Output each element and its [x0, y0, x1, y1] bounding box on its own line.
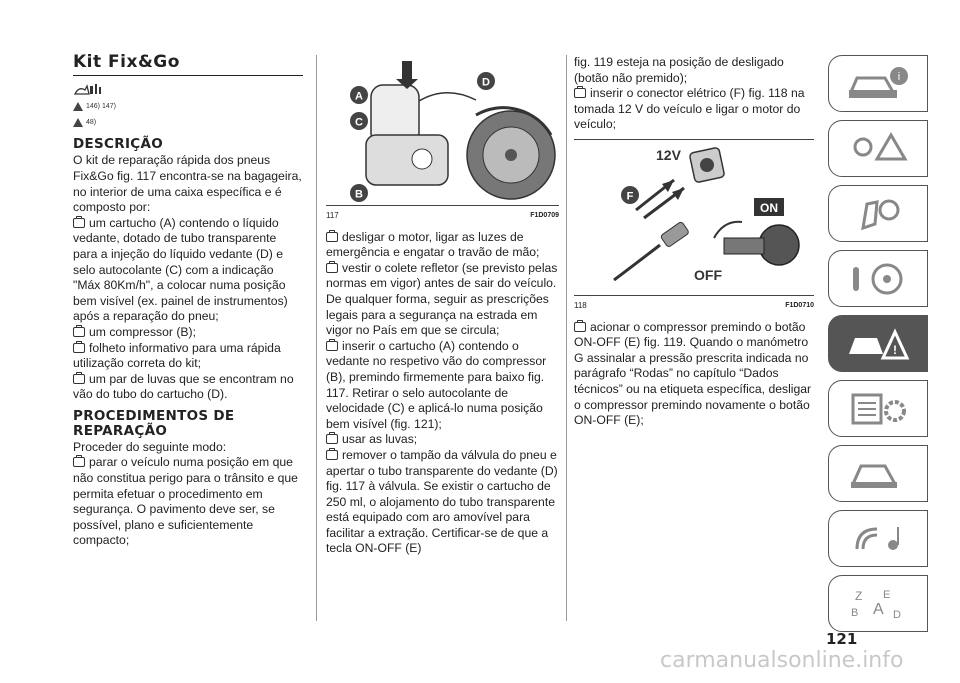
list-item: inserir o cartucho (A) contendo o vedante no respetivo vão do compressor (B), premindo firmemente para baixo fig. 117. Retirar o selo autocolante de velocidade (C) e aplicá-lo numa posição bem visível (fig. 121);: [326, 338, 547, 431]
list-item: um compressor (B);: [73, 325, 303, 341]
figure-118: [574, 139, 814, 296]
tab-safety[interactable]: [828, 185, 928, 242]
bullet-icon: [73, 218, 85, 228]
tab-vehicle-info[interactable]: [828, 55, 928, 112]
intro-text: O kit de reparação rápida dos pneus Fix&Go fig. 117 encontra-se na bagageira, no interior de uma caixa específica e é composto por:: [73, 153, 302, 215]
heading-procedimentos: PROCEDIMENTOS DE REPARAÇÃO: [73, 407, 235, 439]
airbag-seat-icon: [843, 194, 913, 234]
label-a: A: [355, 90, 363, 103]
car-wrench-icon: [843, 454, 913, 494]
figure-caption: 118 F1D0710: [574, 300, 814, 310]
page-number: 121: [826, 630, 858, 648]
list-item: remover o tampão da válvula do pneu e apertar o tubo transparente do vedante (D) fig. 117 à válvula. Se existir o cartucho de 250 ml, o alojamento do tubo transparente está equipado com aro amovível para facilitar a extração. Certificar-se de que a tecla ON-OFF (E): [326, 447, 558, 556]
label-f: F: [626, 190, 634, 203]
list-item: um cartucho (A) contendo o líquido vedante, dotado de tubo transparente para a injeção do líquido vedante (D) e selo autocolante (C) com a indicação "Máx 80Km/h", a colocar numa posição bem visível (ex. painel de instrumentos) após a reparação do pneu;: [73, 215, 288, 324]
watermark: carmanualsonline.info: [660, 648, 904, 673]
tab-multimedia[interactable]: [828, 510, 928, 567]
emergency-car-icon: [843, 324, 913, 364]
list-item: folheto informativo para uma rápida utilização correta do kit;: [73, 340, 281, 371]
bullet-icon: [574, 88, 586, 98]
tab-technical-data[interactable]: [828, 445, 928, 502]
hand-warning-icon: [73, 118, 83, 127]
warning-ref-1: 146) 147): [73, 99, 303, 115]
continued-text: fig. 119 esteja na posição de desligado (botão não premido);: [574, 55, 784, 85]
bullet-icon: [73, 327, 85, 337]
list-item: inserir o conector elétrico (F) fig. 118 na tomada 12 V do veículo e ligar o motor do veículo;: [574, 86, 805, 132]
tab-dashboard-lights[interactable]: [828, 120, 928, 177]
fixgo-kit-illustration: [326, 55, 559, 205]
svg-text:E: E: [883, 588, 891, 601]
list-item: desligar o motor, ligar as luzes de emergência e engatar o travão de mão;: [326, 229, 540, 260]
label-on: ON: [760, 200, 778, 215]
tab-driving[interactable]: [828, 250, 928, 307]
tab-maintenance[interactable]: [828, 380, 928, 437]
maintenance-gear-icon: [843, 389, 913, 429]
bullet-icon: [326, 450, 338, 460]
chapter-sidebar: [828, 55, 928, 640]
svg-text:Z: Z: [855, 588, 863, 603]
bullet-icon: [73, 343, 85, 353]
bullet-icon: [73, 374, 85, 384]
bullet-icon: [326, 232, 338, 242]
svg-text:B: B: [851, 606, 859, 619]
bullet-icon: [73, 457, 85, 467]
label-12v: 12V: [656, 146, 681, 163]
label-c: C: [355, 116, 363, 129]
label-d: D: [482, 76, 490, 89]
svg-text:!: !: [893, 342, 897, 357]
fixgo-icon: [73, 82, 303, 98]
section-title: Kit Fix&Go: [73, 52, 180, 72]
column-separator: [566, 55, 567, 621]
dashboard-lights-icon: [843, 129, 913, 169]
bullet-icon: [326, 341, 338, 351]
list-item: usar as luvas;: [326, 432, 559, 448]
label-b: B: [355, 188, 363, 201]
steering-wheel-icon: [843, 259, 913, 299]
heading-descricao: DESCRIÇÃO: [73, 135, 164, 152]
procedure-intro: Proceder do seguinte modo:: [73, 439, 227, 454]
bullet-icon: [326, 434, 338, 444]
list-item: vestir o colete refletor (se previsto pelas normas em vigor) antes de sair do veículo. De qualquer forma, seguir as prescrições legais para a segurança na estrada em vigor no País em que se circula;: [326, 260, 558, 338]
multimedia-music-icon: [843, 519, 913, 559]
bullet-icon: [574, 322, 586, 332]
svg-text:i: i: [897, 70, 901, 83]
connector-illustration: [574, 140, 814, 295]
list-item: acionar o compressor premindo o botão ON-OFF (E) fig. 119. Quando o manómetro G assinalar a pressão prescrita indicada no parágrafo “Rodas” no capítulo “Dados técnicos” ou na etiqueta específica, desligar o compressor premindo novamente o botão ON-OFF (E);: [574, 319, 812, 428]
svg-text:A: A: [873, 600, 884, 618]
column-1: [73, 52, 303, 549]
tab-emergency[interactable]: [828, 315, 928, 372]
bullet-icon: [326, 263, 338, 273]
label-off: OFF: [694, 266, 722, 283]
car-info-icon: [843, 64, 913, 104]
figure-caption: 117 F1D0709: [326, 211, 559, 220]
column-separator: [316, 55, 317, 621]
warning-triangle-icon: [73, 102, 83, 111]
warning-ref-2: 48): [73, 115, 303, 131]
title-rule: [73, 75, 303, 76]
figure-117: [326, 55, 559, 206]
alphabetical-index-icon: [843, 584, 913, 624]
column-3: [574, 55, 814, 429]
svg-text:D: D: [893, 608, 901, 621]
column-2: [326, 55, 559, 557]
tab-index[interactable]: [828, 575, 928, 632]
list-item: um par de luvas que se encontram no vão do tubo do cartucho (D).: [73, 371, 294, 402]
list-item: parar o veículo numa posição em que não constitua perigo para o trânsito e que permita efetuar o procedimento em segurança. O pavimento deve ser, se possível, plano e suficientemente compacto;: [73, 455, 298, 548]
